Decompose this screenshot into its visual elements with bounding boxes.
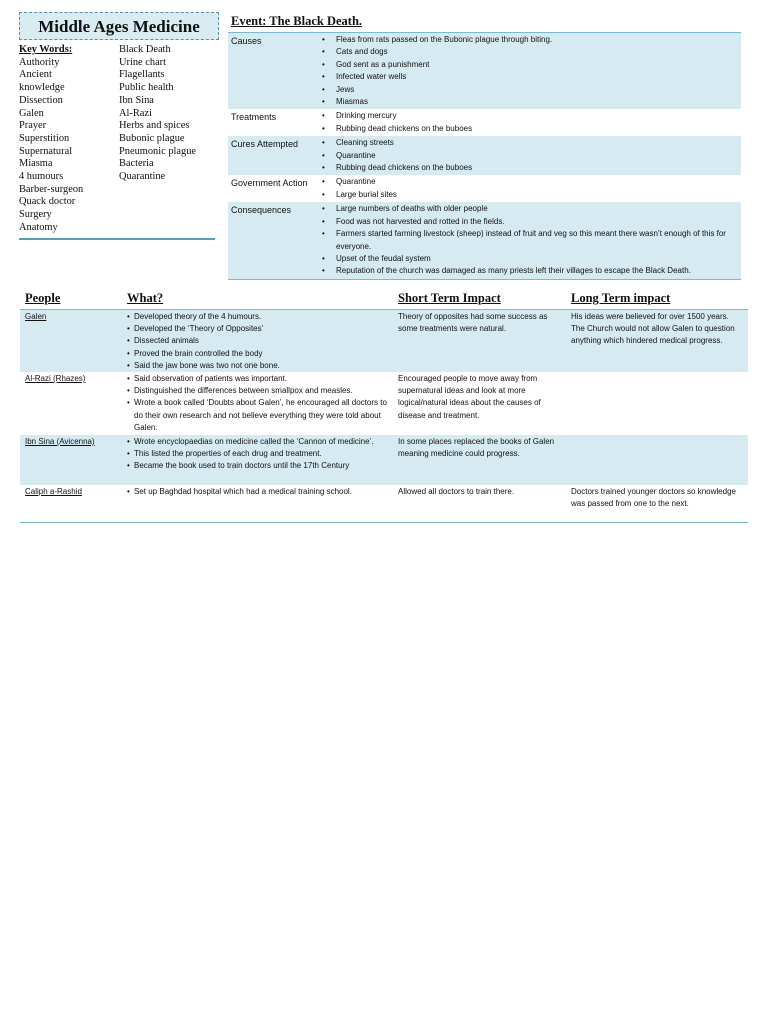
- key-word: Bacteria: [119, 158, 154, 170]
- key-word: Prayer: [19, 120, 47, 132]
- event-row: [228, 109, 741, 136]
- people-row: [20, 485, 748, 522]
- event-list-item: • Quarantine: [320, 176, 737, 188]
- key-word: Superstition: [19, 132, 70, 144]
- key-words-left-column: [19, 44, 115, 235]
- key-word: Barber-surgeon: [19, 183, 84, 195]
- person-what-item: • Said observation of patients was important.: [127, 373, 397, 385]
- key-words-panel: [19, 44, 215, 240]
- person-what-item: • Wrote a book called ‘Doubts about Galen’, he encouraged all doctors to do their own research and not believe everything they were told about Galen.: [127, 397, 397, 434]
- key-words-right-column: [119, 44, 215, 184]
- event-list-item: • Jews: [320, 84, 737, 96]
- person-what-item: • Proved the brain controlled the body: [127, 348, 397, 360]
- short-term-impact: In some places replaced the books of Galen meaning medicine could progress.: [398, 437, 555, 459]
- key-word: Anatomy: [19, 221, 58, 233]
- event-row-list: [320, 202, 741, 278]
- people-row: [20, 435, 748, 485]
- event-list-item: • Large numbers of deaths with older people: [320, 203, 737, 215]
- person-what-list: [127, 311, 397, 372]
- event-list-item: • Miasmas: [320, 96, 737, 108]
- event-row: [228, 175, 741, 202]
- event-list-item: • Food was not harvested and rotted in the fields.: [320, 216, 737, 228]
- event-list-item: • Quarantine: [320, 150, 737, 162]
- event-list-item: • Reputation of the church was damaged as many priests left their villages to escape the Black Death.: [320, 265, 737, 277]
- event-list-item: • Farmers started farming livestock (sheep) instead of fruit and veg so this meant there wasn’t enough of this for everyone.: [320, 228, 737, 253]
- key-word: Dissection: [19, 94, 63, 106]
- page-title: Middle Ages Medicine: [19, 12, 219, 40]
- person-what-item: • Developed the ‘Theory of Opposites’: [127, 323, 397, 335]
- key-word: Surgery: [19, 209, 52, 221]
- key-word: Quarantine: [119, 171, 166, 183]
- key-word: Galen: [19, 107, 44, 119]
- key-word: Supernatural: [19, 145, 73, 157]
- person-what-item: • Became the book used to train doctors until the 17th Century: [127, 460, 397, 472]
- person-name: Caliph a-Rashid: [25, 487, 82, 496]
- short-term-impact: Encouraged people to move away from supernatural ideas and look at more logical/natural ideas about the causes of disease and treatment.: [398, 374, 541, 420]
- key-word: knowledge: [19, 82, 65, 94]
- event-row-list: [320, 33, 741, 109]
- person-what-item: • Wrote encyclopaedias on medicine called the ‘Cannon of medicine’.: [127, 436, 397, 448]
- person-name: Ibn Sina (Avicenna): [25, 437, 95, 446]
- key-word: Herbs and spices: [119, 120, 190, 132]
- event-row: [228, 136, 741, 175]
- key-word: Bubonic plague: [119, 132, 185, 144]
- event-row-list: [320, 175, 741, 202]
- key-word: Public health: [119, 82, 174, 94]
- key-word: Ancient: [19, 69, 52, 81]
- people-row: [20, 372, 748, 435]
- event-table: [228, 32, 741, 280]
- event-row: [228, 33, 741, 109]
- event-list-item: • Upset of the feudal system: [320, 253, 737, 265]
- event-list-item: • God sent as a punishment: [320, 59, 737, 71]
- header-people: People: [25, 291, 61, 305]
- event-row-label: Government Action: [231, 178, 308, 189]
- event-list-item: • Rubbing dead chickens on the buboes: [320, 162, 737, 174]
- long-term-impact: His ideas were believed for over 1500 years. The Church would not allow Galen to question anything which hindered medical progress.: [571, 312, 735, 346]
- event-row-list: [320, 109, 741, 136]
- event-list-item: • Cats and dogs: [320, 46, 737, 58]
- people-header-row: [20, 290, 748, 310]
- key-word: Miasma: [19, 158, 53, 170]
- key-word: Ibn Sina: [119, 94, 154, 106]
- person-what-item: • Said the jaw bone was two not one bone.: [127, 360, 397, 372]
- event-row: [228, 202, 741, 278]
- person-what-list: [127, 486, 397, 498]
- key-word: Black Death: [119, 44, 171, 55]
- key-word: Flagellants: [119, 69, 165, 81]
- person-what-list: [127, 373, 397, 434]
- event-title: Event: The Black Death.: [231, 14, 363, 28]
- event-row-label: Causes: [231, 36, 262, 46]
- long-term-impact: Doctors trained younger doctors so knowledge was passed from one to the next.: [571, 487, 736, 509]
- event-list-item: • Rubbing dead chickens on the buboes: [320, 123, 737, 135]
- event-list-item: • Fleas from rats passed on the Bubonic plague through biting.: [320, 34, 737, 46]
- key-word: 4 humours: [19, 171, 64, 183]
- key-word: Authority: [19, 56, 60, 68]
- key-word: Urine chart: [119, 56, 167, 68]
- key-word: Al-Razi: [119, 107, 152, 119]
- key-words-heading: Key Words:: [19, 44, 73, 55]
- person-what-item: • Distinguished the differences between smallpox and measles.: [127, 385, 397, 397]
- event-list-item: • Cleaning streets: [320, 137, 737, 149]
- event-row-label: Treatments: [231, 112, 277, 123]
- short-term-impact: Allowed all doctors to train there.: [398, 487, 515, 496]
- header-what: What?: [127, 291, 164, 305]
- person-name: Al-Razi (Rhazes): [25, 374, 86, 383]
- event-row-label: Consequences: [231, 205, 292, 216]
- person-what-item: • Set up Baghdad hospital which had a medical training school.: [127, 486, 397, 498]
- short-term-impact: Theory of opposites had some success as some treatments were natural.: [398, 312, 548, 334]
- person-what-item: • Developed theory of the 4 humours.: [127, 311, 397, 323]
- person-what-item: • Dissected animals: [127, 335, 397, 347]
- header-short-term-impact: Short Term Impact: [398, 291, 501, 305]
- event-list-item: • Drinking mercury: [320, 110, 737, 122]
- people-table: [20, 290, 748, 523]
- event-list-item: • Large burial sites: [320, 189, 737, 201]
- person-what-item: • This listed the properties of each drug and treatment.: [127, 448, 397, 460]
- person-what-list: [127, 436, 397, 473]
- key-word: Quack doctor: [19, 196, 76, 208]
- header-long-term-impact: Long Term impact: [571, 291, 671, 305]
- event-row-list: [320, 136, 741, 175]
- key-word: Pneumonic plague: [119, 145, 197, 157]
- event-row-label: Cures Attempted: [231, 139, 299, 150]
- event-list-item: • Infected water wells: [320, 71, 737, 83]
- people-row: [20, 310, 748, 372]
- person-name: Galen: [25, 312, 47, 321]
